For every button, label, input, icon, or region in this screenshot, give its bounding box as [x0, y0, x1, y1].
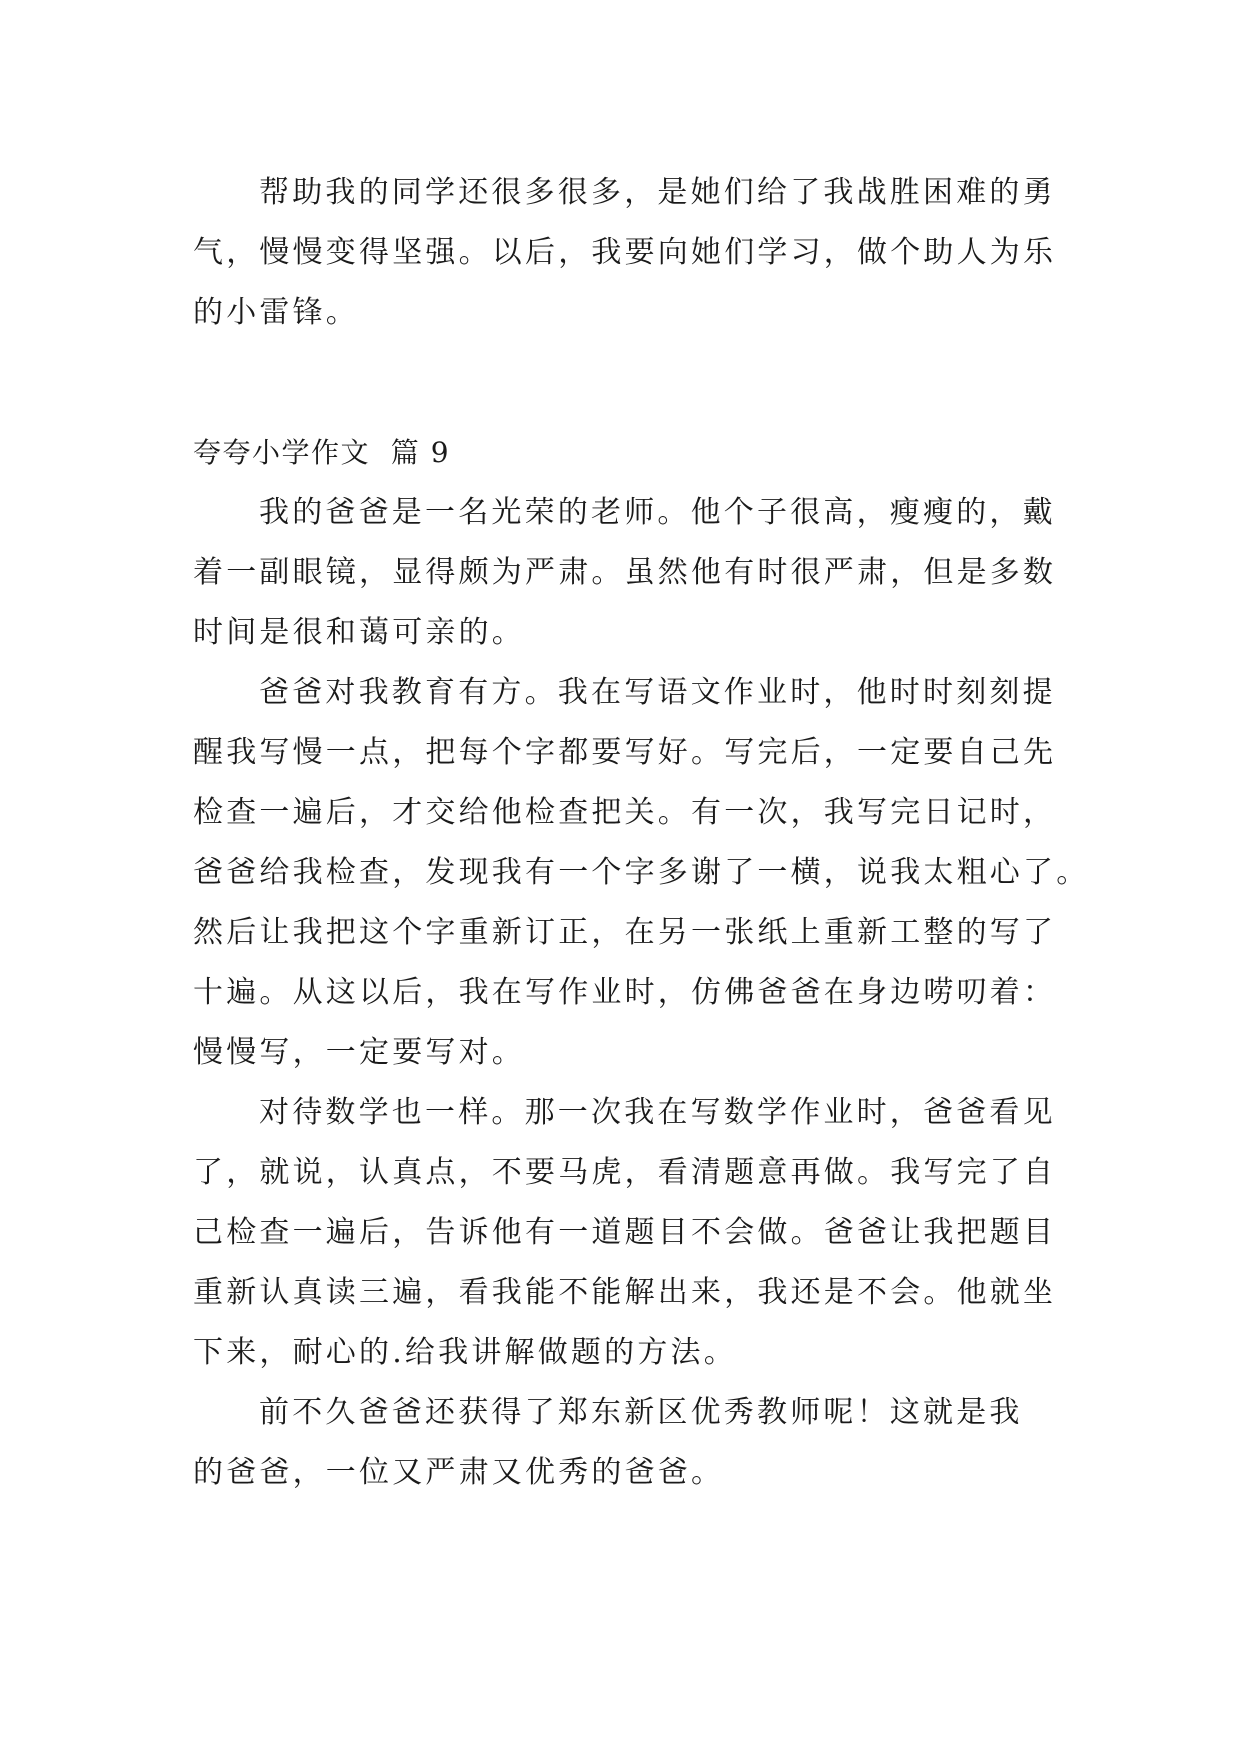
paragraph-line: 十遍。从这以后，我在写作业时，仿佛爸爸在身边唠叨着：: [193, 975, 1057, 1010]
section-title: 夸夸小学作文 篇 9: [193, 436, 451, 469]
paragraph-line: 下来，耐心的.给我讲解做题的方法。: [193, 1335, 737, 1370]
paragraph-4: [193, 1383, 1058, 1503]
paragraph-line: 己检查一遍后，告诉他有一道题目不会做。爸爸让我把题目: [193, 1215, 1057, 1250]
paragraph-line: 前不久爸爸还获得了郑东新区优秀教师呢！这就是我: [259, 1395, 1023, 1430]
paragraph-line: 的小雷锋。: [193, 295, 359, 330]
paragraph-line: 爸爸给我检查，发现我有一个字多谢了一横，说我太粗心了。: [193, 855, 1090, 890]
paragraph-3: [193, 1083, 1058, 1383]
document-body: [193, 163, 1090, 1503]
paragraph-line: 重新认真读三遍，看我能不能解出来，我还是不会。他就坐: [193, 1275, 1057, 1310]
paragraph-line: 我的爸爸是一名光荣的老师。他个子很高，瘦瘦的，戴: [259, 495, 1056, 530]
paragraph-line: 的爸爸，一位又严肃又优秀的爸爸。: [193, 1455, 725, 1490]
paragraph-line: 慢慢写，一定要写对。: [193, 1035, 525, 1070]
section-spacer: [193, 343, 1058, 423]
paragraph-line: 时间是很和蔼可亲的。: [193, 615, 525, 650]
paragraph-line: 帮助我的同学还很多很多，是她们给了我战胜困难的勇: [259, 175, 1056, 210]
paragraph-2: [193, 663, 1090, 1083]
paragraph-line: 对待数学也一样。那一次我在写数学作业时，爸爸看见: [259, 1095, 1056, 1130]
paragraph-line: 检查一遍后，才交给他检查把关。有一次，我写完日记时，: [193, 795, 1057, 830]
paragraph-line: 气，慢慢变得坚强。以后，我要向她们学习，做个助人为乐: [193, 235, 1057, 270]
paragraph-line: 了，就说，认真点，不要马虎，看清题意再做。我写完了自: [193, 1155, 1057, 1190]
paragraph-line: 着一副眼镜，显得颇为严肃。虽然他有时很严肃，但是多数: [193, 555, 1057, 590]
paragraph-line: 爸爸对我教育有方。我在写语文作业时，他时时刻刻提: [259, 675, 1056, 710]
paragraph-line: 醒我写慢一点，把每个字都要写好。写完后，一定要自己先: [193, 735, 1057, 770]
paragraph-1: [193, 483, 1058, 663]
paragraph-line: 然后让我把这个字重新订正，在另一张纸上重新工整的写了: [193, 915, 1057, 950]
intro-paragraph: [193, 163, 1058, 343]
